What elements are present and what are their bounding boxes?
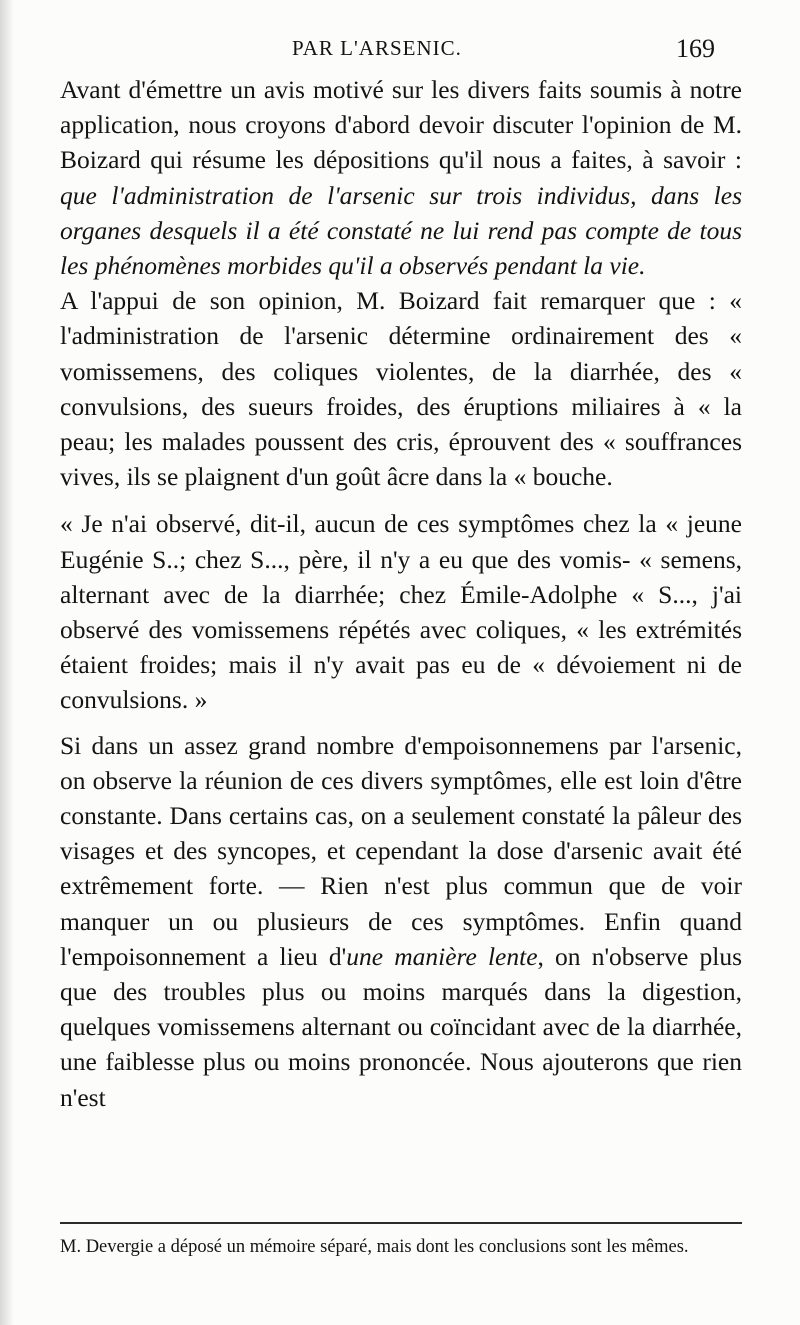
paragraph-discussion-text-2: , on n'observe plus que des troubles plus ou moins marqués dans la digestion, quelques vomissemens alternant ou coïncidant avec de la diarrhée, une faiblesse plus ou moins prononcée. Nous ajouterons que rien n'est [60, 941, 742, 1112]
page-header [0, 30, 800, 70]
paragraph-discussion [60, 728, 742, 1115]
paragraph-boizard-remark [60, 283, 742, 494]
paragraph-discussion-text-1: Si dans un assez grand nombre d'empoisonnemens par l'arsenic, on observe la réunion de ces divers symptômes, elle est loin d'être constante. Dans certains cas, on a seulement constaté la pâleur des visages et des syncopes, et cependant la dose d'arsenic avait été extrêmement forte. — Rien n'est plus commun que de voir manquer un ou plusieurs de ces symptômes. Enfin quand l'empoisonnement a lieu d' [60, 730, 742, 971]
paragraph-opinion [60, 72, 742, 283]
paragraph-boizard-remark-text: A l'appui de son opinion, M. Boizard fait remarquer que : « l'administration de l'arsenic détermine ordinairement des « vomissemens, des coliques violentes, de la diarrhée, des « convulsions, des sueurs froides, des éruptions miliaires à « la peau; les malades poussent des cris, éprouvent des « souffrances vives, ils se plaignent d'un goût âcre dans la « bouche. [60, 286, 742, 492]
paragraph-discussion-italic: une manière lente [346, 941, 538, 971]
page-number: 169 [676, 34, 715, 63]
paragraph-observations [60, 506, 742, 717]
body-text [60, 72, 742, 1115]
paragraph-observations-text: « Je n'ai observé, dit-il, aucun de ces symptômes chez la « jeune Eugénie S..; chez S..., père, il n'y a eu que des vomis- « semens, alternant avec de la diarrhée; chez Émile-Adolphe « S..., j'ai observé des vomissemens répétés avec coliques, « les extrémités étaient froides; mais il n'y avait pas eu de « dévoiement ni de convulsions. » [60, 509, 742, 715]
page-edge-shadow [0, 0, 14, 1325]
paragraph-opinion-italic: que l'administration de l'arsenic sur trois individus, dans les organes desquels il a été constaté ne lui rend pas compte de tous les phénomènes morbides qu'il a observés pendant la vie. [60, 180, 742, 281]
paragraph-opinion-text: Avant d'émettre un avis motivé sur les divers faits soumis à notre application, nous croyons d'abord devoir discuter l'opinion de M. Boizard qui résume les dépositions qu'il nous a faites, à savoir : [60, 75, 742, 175]
footnote-rule [60, 1222, 742, 1224]
footnote: M. Devergie a déposé un mémoire séparé, mais dont les conclusions sont les mêmes. [60, 1237, 689, 1257]
running-head: PAR L'ARSENIC. [292, 36, 462, 60]
